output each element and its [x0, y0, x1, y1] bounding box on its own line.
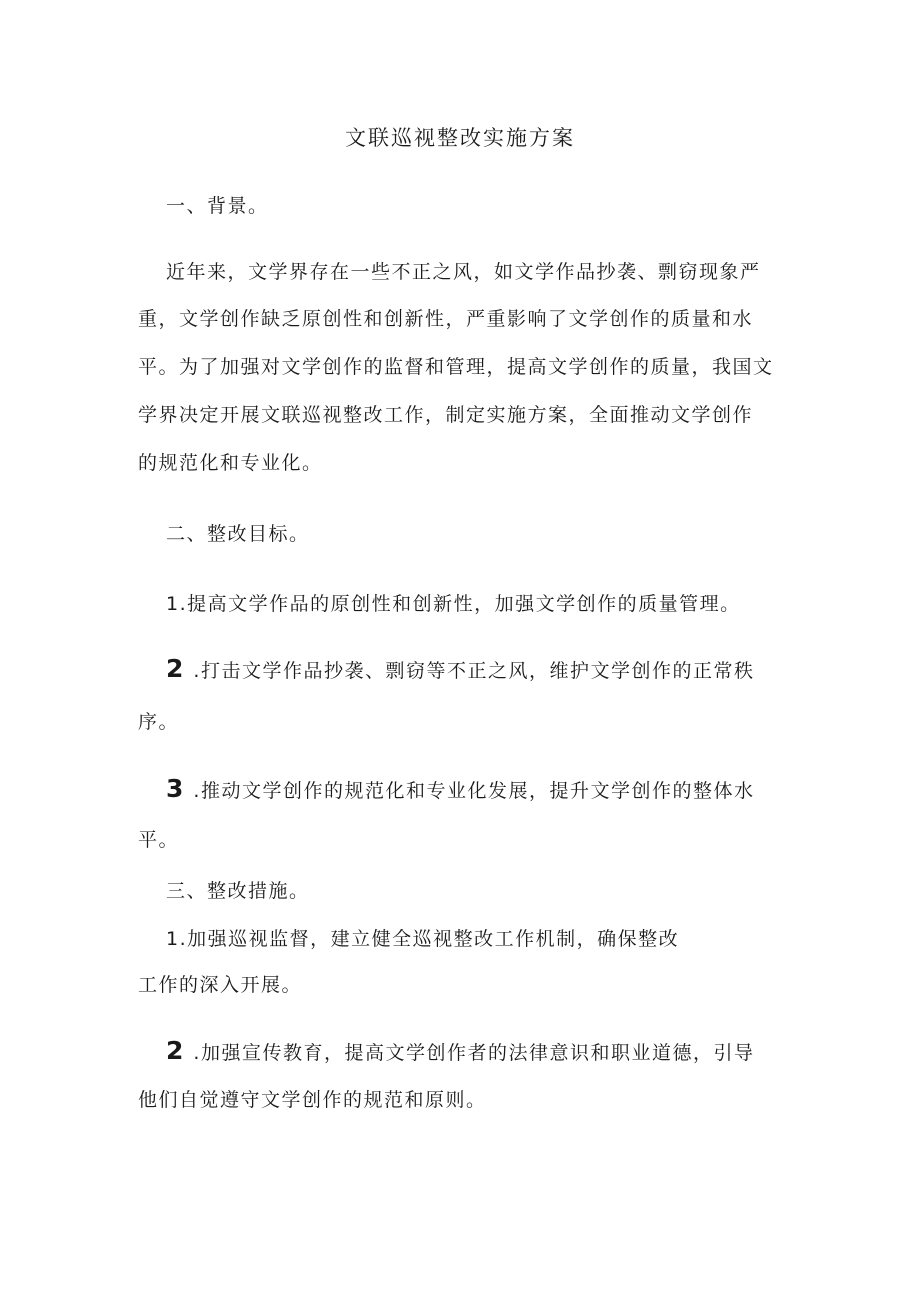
goal-item-1: 1.提高文学作品的原创性和创新性，加强文学创作的质量管理。 [166, 593, 741, 615]
background-line-5: 的规范化和专业化。 [138, 452, 323, 474]
goal-2-text: .打击文学作品抄袭、剽窃等不正之风，维护文学创作的正常秩 [193, 660, 755, 682]
goal-item-2 [166, 656, 754, 684]
goal-3-text: .推动文学创作的规范化和专业化发展，提升文学创作的整体水 [193, 780, 755, 802]
goal-item-3 [166, 776, 754, 804]
goal-item-3-cont: 平。 [138, 829, 180, 851]
section-heading-goals: 二、整改目标。 [166, 523, 310, 545]
section-heading-measures: 三、整改措施。 [166, 880, 310, 902]
background-line-2: 重，文学创作缺乏原创性和创新性，严重影响了文学创作的质量和水 [138, 308, 754, 330]
measure-item-1-cont: 工作的深入开展。 [138, 974, 303, 996]
goal-3-number: 3 [166, 774, 184, 803]
measure-item-1: 1.加强巡视监督，建立健全巡视整改工作机制，确保整改 [166, 928, 680, 950]
measure-item-2-cont: 他们自觉遵守文学创作的规范和原则。 [138, 1089, 487, 1111]
goal-item-2-cont: 序。 [138, 711, 180, 733]
measure-item-2 [166, 1038, 754, 1066]
background-line-4: 学界决定开展文联巡视整改工作，制定实施方案，全面推动文学创作 [138, 404, 754, 426]
background-line-3: 平。为了加强对文学创作的监督和管理，提高文学创作的质量，我国文 [138, 356, 774, 378]
section-heading-background: 一、背景。 [166, 195, 269, 217]
document-title: 文联巡视整改实施方案 [345, 126, 575, 150]
goal-2-number: 2 [166, 654, 184, 683]
background-line-1: 近年来，文学界存在一些不正之风，如文学作品抄袭、剽窃现象严 [166, 261, 761, 283]
measure-2-text: .加强宣传教育，提高文学创作者的法律意识和职业道德，引导 [193, 1042, 755, 1064]
measure-2-number: 2 [166, 1036, 184, 1065]
